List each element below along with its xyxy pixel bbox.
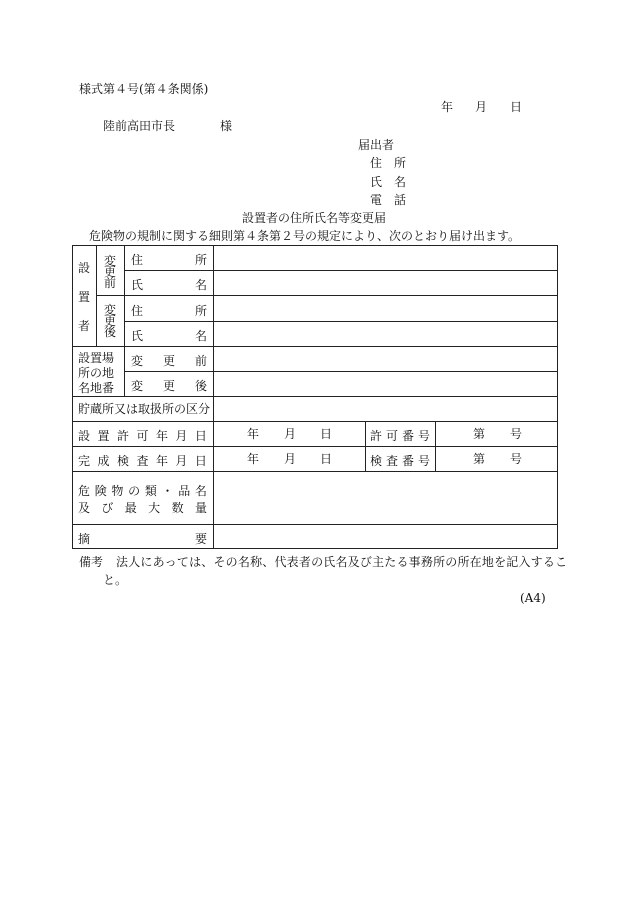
after-char-2: 更 <box>103 314 116 328</box>
summary-label: 摘 要 <box>78 532 207 546</box>
notifier-address-label: 住 所 <box>370 156 407 170</box>
category-label: 貯蔵所又は取扱所の区分 <box>78 402 211 416</box>
before-char-3: 前 <box>103 276 116 290</box>
before-char-2: 更 <box>103 265 116 279</box>
installer-char-1: 設 <box>77 261 90 275</box>
after-char-3: 後 <box>103 325 116 339</box>
location-before-label: 変 更 前 <box>131 354 207 368</box>
form-number: 様式第４号(第４条関係) <box>79 82 209 96</box>
installer-char-3: 者 <box>77 319 90 333</box>
honorific: 様 <box>220 119 233 133</box>
permit-date-label: 設 置 許 可 年 月 日 <box>78 429 207 443</box>
installer-char-2: 置 <box>77 290 90 304</box>
location-after-label: 変 更 後 <box>131 379 207 393</box>
paper-size: (A4) <box>520 591 546 605</box>
before-name-label: 氏 名 <box>131 278 207 292</box>
note-text-line2: と。 <box>103 573 128 587</box>
notifier-phone-label: 電 話 <box>370 193 407 207</box>
doc-title: 設置者の住所氏名等変更届 <box>242 211 387 225</box>
after-address-label: 住 所 <box>131 304 207 318</box>
notifier-name-label: 氏 名 <box>370 175 407 189</box>
before-address-label: 住 所 <box>131 253 207 267</box>
date-year: 年 <box>441 100 454 114</box>
note-label: 備考 <box>79 555 104 569</box>
inspection-date-label: 完 成 検 査 年 月 日 <box>78 454 207 468</box>
permit-number-label: 許 可 番 号 <box>370 429 430 443</box>
after-name-label: 氏 名 <box>131 329 207 343</box>
date-month: 月 <box>475 100 488 114</box>
before-char-1: 変 <box>103 254 116 268</box>
inspection-number-label: 検 査 番 号 <box>370 454 430 468</box>
notifier-title: 届出者 <box>358 138 395 152</box>
date-day: 日 <box>510 100 523 114</box>
intro-text: 危険物の規制に関する細則第４条第２号の規定により、次のとおり届け出ます。 <box>89 229 521 243</box>
note-text-line1: 法人にあっては、その名称、代表者の氏名及び主たる事務所の所在地を記入するこ <box>116 555 568 569</box>
addressee: 陸前高田市長 <box>103 119 176 133</box>
after-char-1: 変 <box>103 303 116 317</box>
